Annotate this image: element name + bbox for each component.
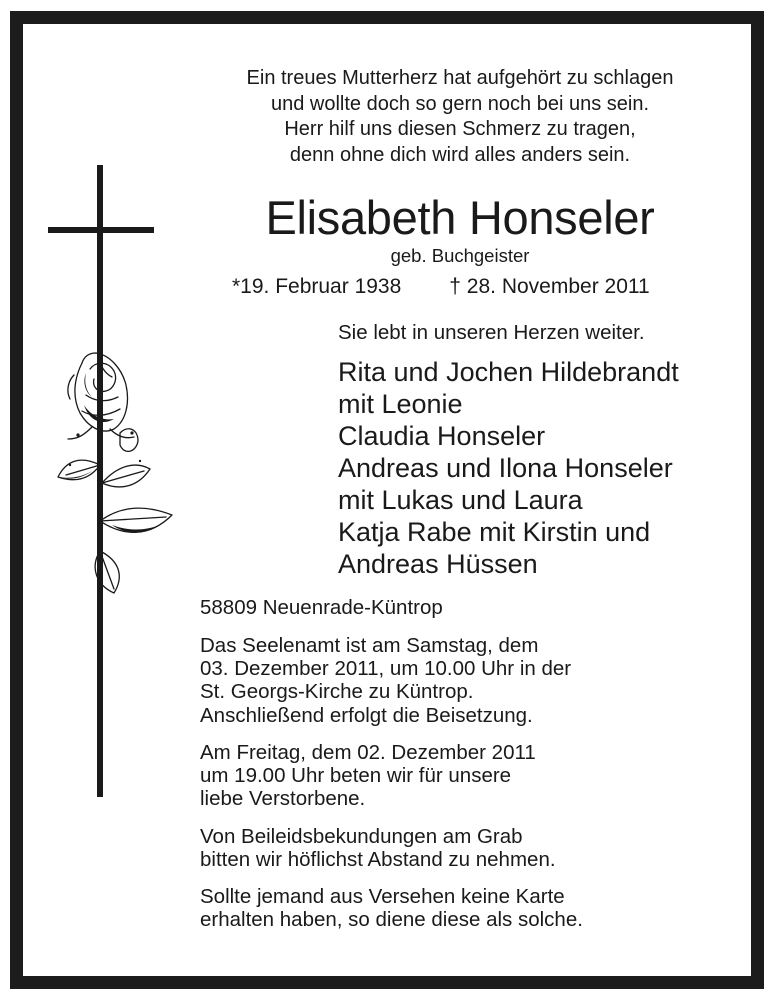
text-line: St. Georgs-Kirche zu Küntrop. bbox=[200, 680, 474, 704]
birth-name: geb. Buchgeister bbox=[390, 245, 530, 266]
text-line: 03. Dezember 2011, um 10.00 Uhr in der bbox=[200, 657, 572, 681]
text-line: bitten wir höflichst Abstand zu nehmen. bbox=[200, 848, 556, 872]
verse-line: und wollte doch so gern noch bei uns sein. bbox=[270, 92, 650, 115]
verse-line: Herr hilf uns diesen Schmerz zu tragen, bbox=[284, 118, 636, 140]
mourners-list bbox=[338, 356, 679, 580]
birth-date: *19. Februar 1938 bbox=[232, 275, 402, 298]
deceased-name: Elisabeth Honseler bbox=[265, 191, 655, 244]
address: 58809 Neuenrade-Küntrop bbox=[200, 596, 443, 619]
card-note bbox=[200, 885, 583, 931]
death-date: † 28. November 2011 bbox=[449, 275, 650, 298]
motto: Sie lebt in unseren Herzen weiter. bbox=[338, 321, 645, 344]
text-line: Von Beileidsbekundungen am Grab bbox=[200, 825, 523, 848]
mourner: Andreas Hüssen bbox=[338, 549, 538, 579]
text-line: erhalten haben, so diene diese als solche. bbox=[200, 908, 583, 932]
rose-icon bbox=[58, 353, 172, 635]
condolence-note bbox=[200, 825, 556, 871]
mourner: mit Leonie bbox=[338, 389, 463, 419]
mourner: mit Lukas und Laura bbox=[338, 485, 583, 515]
text-line: liebe Verstorbene. bbox=[200, 787, 366, 811]
text-line: Am Freitag, dem 02. Dezember 2011 bbox=[200, 741, 536, 764]
text-line: Sollte jemand aus Versehen keine Karte bbox=[200, 885, 565, 908]
verse bbox=[180, 66, 740, 168]
cross-icon bbox=[40, 165, 190, 805]
mourner: Claudia Honseler bbox=[338, 421, 546, 451]
prayer-info bbox=[200, 741, 536, 811]
text-line: Anschließend erfolgt die Beisetzung. bbox=[200, 703, 533, 727]
verse-line: denn ohne dich wird alles anders sein. bbox=[289, 143, 631, 166]
mourner: Andreas und Ilona Honseler bbox=[338, 453, 673, 483]
text-line: um 19.00 Uhr beten wir für unsere bbox=[200, 764, 512, 788]
mourner: Katja Rabe mit Kirstin und bbox=[338, 517, 651, 547]
life-dates bbox=[232, 274, 650, 300]
verse-line: Ein treues Mutterherz hat aufgehört zu schlagen bbox=[246, 67, 674, 89]
mourner: Rita und Jochen Hildebrandt bbox=[338, 357, 679, 387]
funeral-mass-info bbox=[200, 634, 571, 727]
text-line: Das Seelenamt ist am Samstag, dem bbox=[200, 634, 539, 657]
